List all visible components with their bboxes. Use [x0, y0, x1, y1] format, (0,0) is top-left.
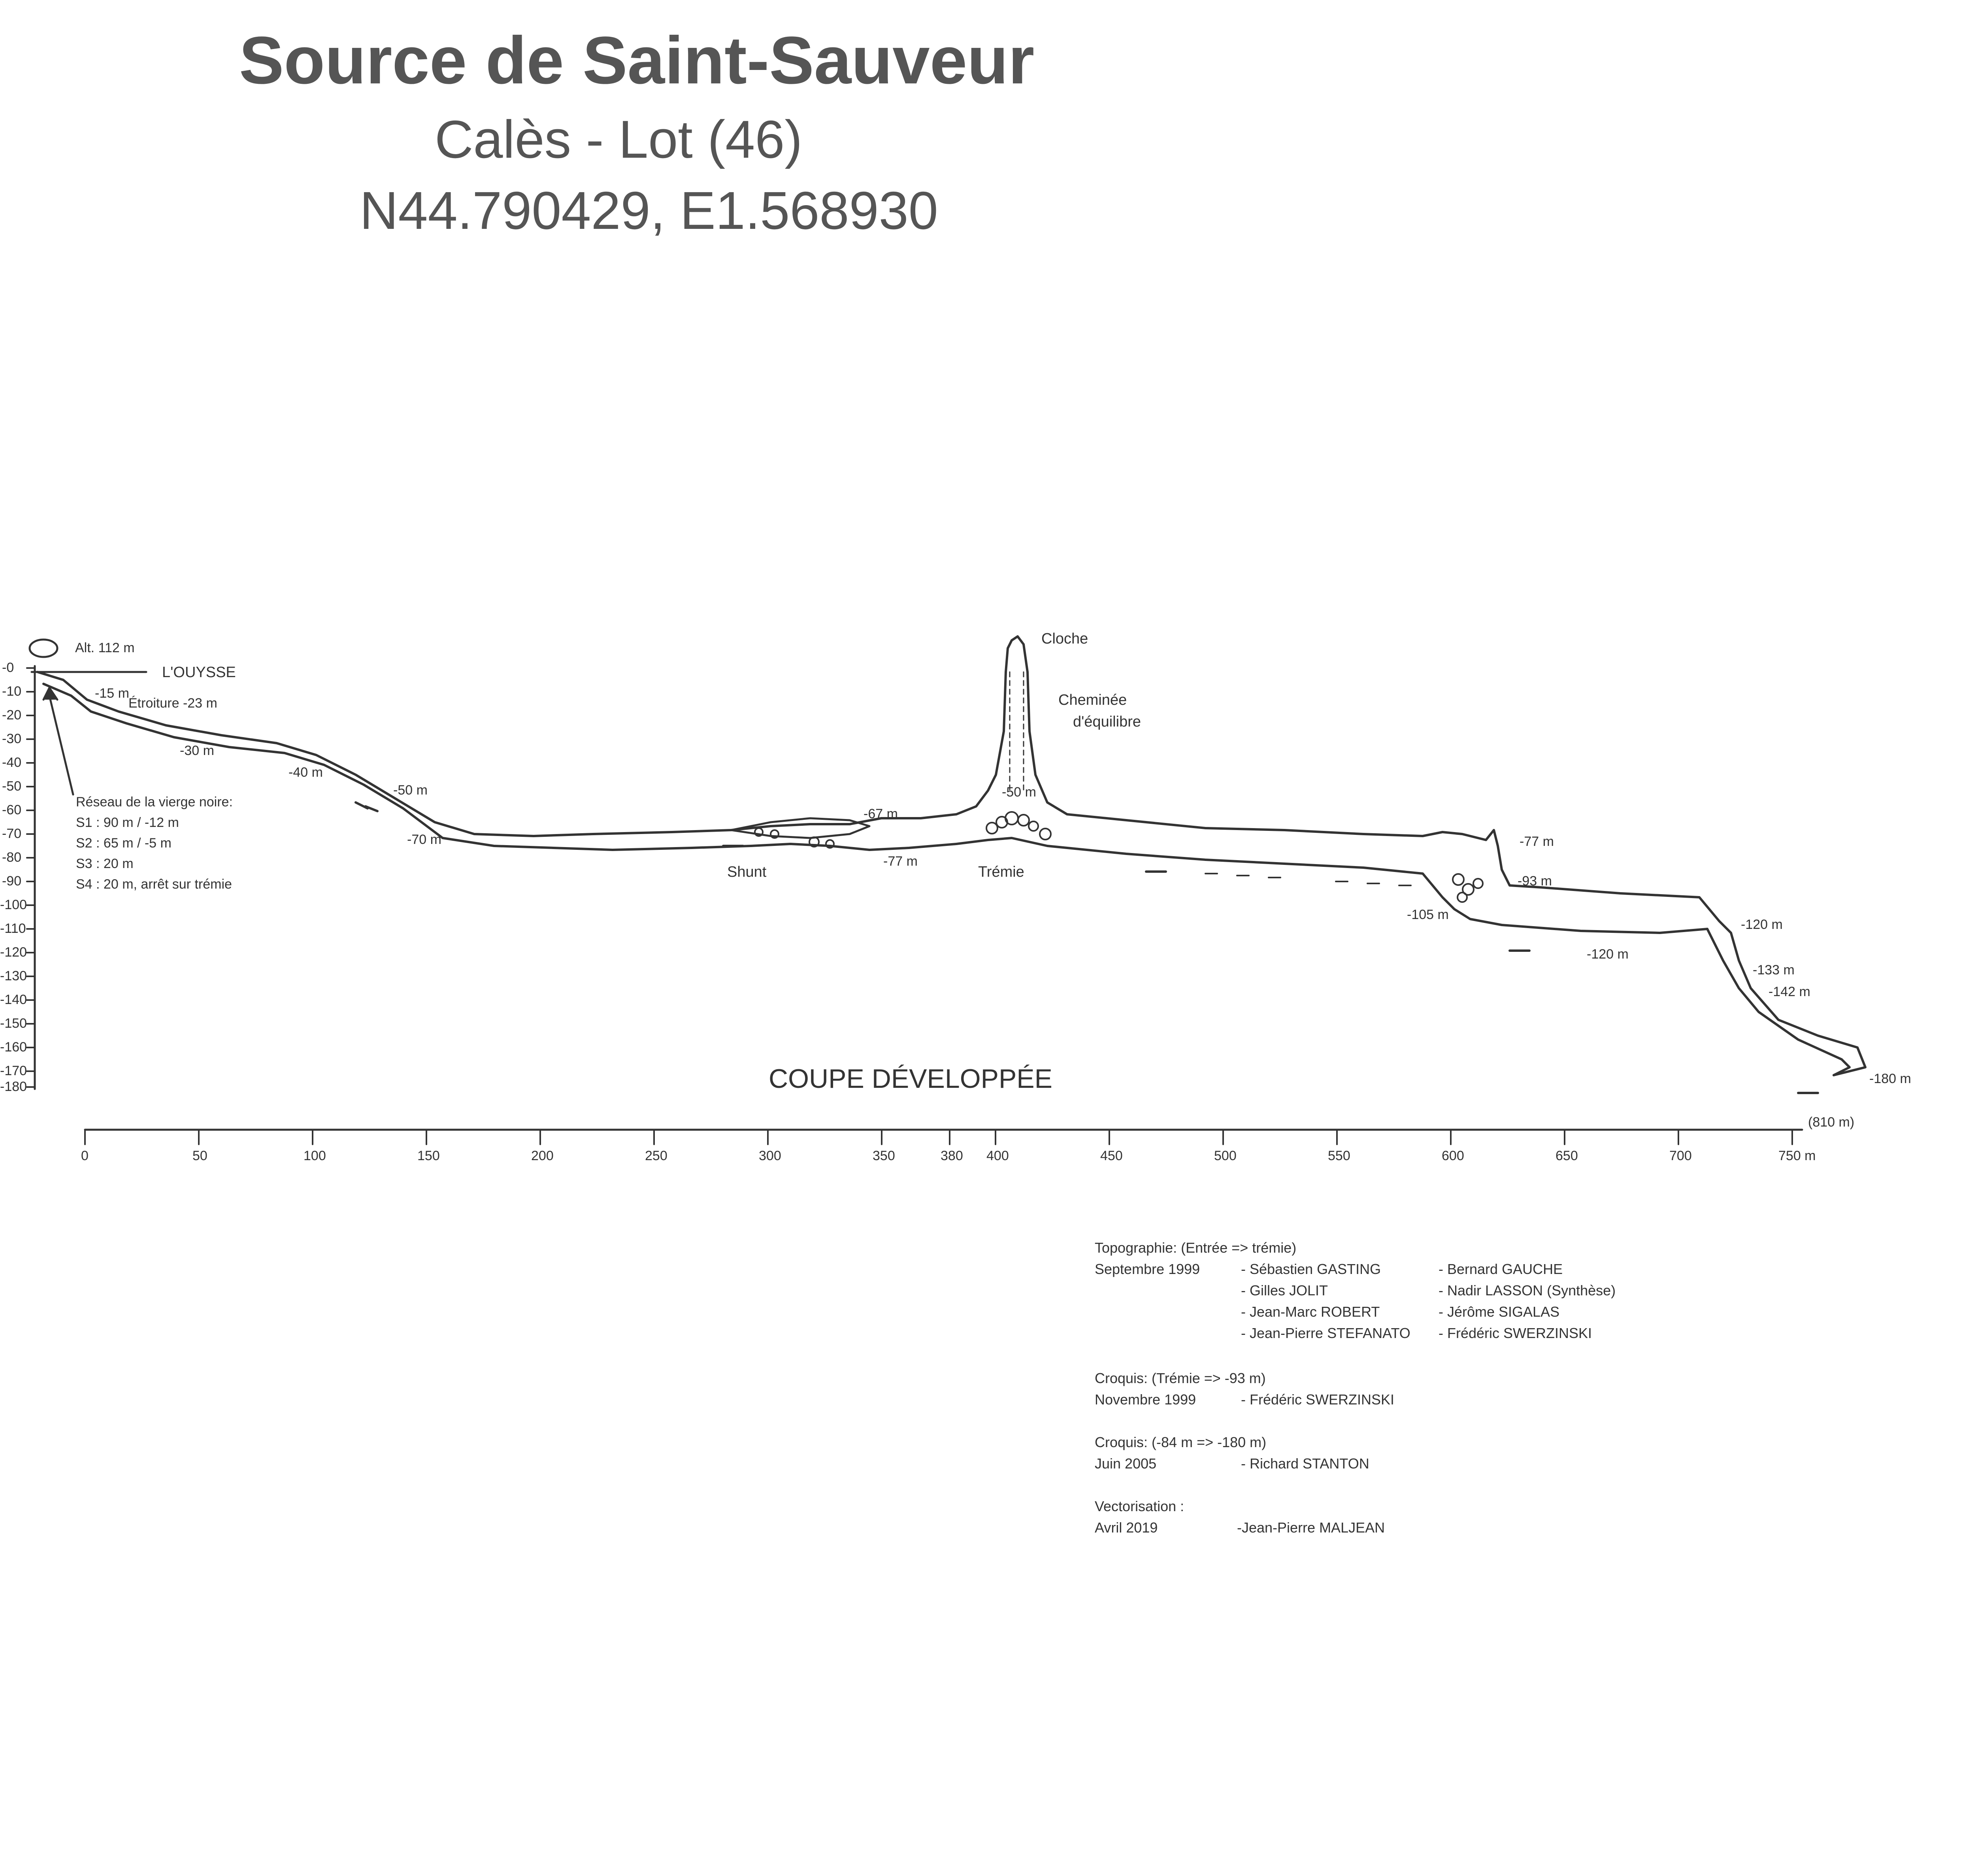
croquis1-name: - Frédéric SWERZINSKI	[1241, 1391, 1395, 1408]
label-shunt: Shunt	[727, 864, 767, 880]
topo-name: - Jean-Marc ROBERT	[1241, 1304, 1380, 1320]
distance-tick: 300	[759, 1148, 781, 1163]
topo-name: - Gilles JOLIT	[1241, 1282, 1328, 1298]
label-minus50b: -50 m	[1002, 785, 1036, 800]
entrance-basin	[30, 640, 57, 657]
label-minus50: -50 m	[393, 783, 428, 798]
vector-date: Avril 2019	[1095, 1519, 1158, 1536]
topo-name: - Jean-Pierre STEFANATO	[1241, 1325, 1410, 1341]
croquis2-heading: Croquis: (-84 m => -180 m)	[1095, 1434, 1267, 1450]
distance-tick: 400	[986, 1148, 1009, 1163]
label-cheminee-1: Cheminée	[1058, 692, 1127, 708]
floor-dashes	[1205, 874, 1411, 885]
croquis1-block	[1095, 1368, 1266, 1410]
topo-name: - Nadir LASSON (Synthèse)	[1439, 1282, 1616, 1298]
label-minus93: -93 m	[1518, 874, 1552, 889]
depth-scale-ticks	[27, 668, 35, 1087]
depth-tick: -60	[2, 802, 22, 817]
distance-tick: 50	[192, 1148, 207, 1163]
vector-heading: Vectorisation :	[1095, 1498, 1184, 1514]
reseau-line: S2 : 65 m / -5 m	[76, 836, 172, 851]
distance-tick: 550	[1328, 1148, 1350, 1163]
depth-tick: -70	[2, 826, 22, 841]
label-etroiture: Étroiture -23 m	[128, 696, 217, 711]
distance-tick: 200	[531, 1148, 554, 1163]
label-minus77b: -77 m	[1520, 834, 1554, 849]
label-total-length: (810 m)	[1808, 1115, 1855, 1130]
reseau-line: Réseau de la vierge noire:	[76, 795, 233, 810]
depth-tick: -150	[0, 1016, 27, 1031]
label-minus77: -77 m	[883, 854, 918, 869]
distance-tick: 380	[941, 1148, 963, 1163]
cheminee-dashed	[1010, 672, 1024, 791]
depth-tick: -120	[0, 945, 27, 960]
page-subtitle-coords: N44.790429, E1.568930	[360, 181, 938, 240]
profile-gallery-floor	[43, 684, 1850, 1075]
label-altitude: Alt. 112 m	[75, 640, 135, 655]
topo-name: - Jérôme SIGALAS	[1439, 1304, 1560, 1320]
label-minus70: -70 m	[407, 832, 441, 847]
page-subtitle-location: Calès - Lot (46)	[435, 109, 803, 169]
distance-tick: 700	[1669, 1148, 1692, 1163]
label-cheminee-2: d'équilibre	[1073, 713, 1141, 730]
croquis2-name: - Richard STANTON	[1241, 1455, 1369, 1472]
label-minus40: -40 m	[288, 765, 323, 780]
depth-tick: -100	[0, 897, 27, 912]
depth-tick: -0	[2, 660, 14, 675]
topo-name: - Frédéric SWERZINSKI	[1439, 1325, 1592, 1341]
label-minus120b: -120 m	[1741, 917, 1783, 932]
topo-col2	[1439, 1259, 1616, 1344]
topo-name: - Sébastien GASTING	[1241, 1261, 1381, 1277]
depth-tick: -140	[0, 992, 27, 1007]
depth-tick: -130	[0, 968, 27, 983]
label-minus67: -67 m	[864, 806, 898, 821]
label-minus133: -133 m	[1753, 963, 1795, 978]
depth-tick: -80	[2, 850, 22, 865]
page-title: Source de Saint-Sauveur	[239, 23, 1035, 98]
label-minus142: -142 m	[1769, 984, 1810, 999]
reseau-line: S3 : 20 m	[76, 856, 134, 871]
reseau-pointer	[49, 696, 73, 795]
label-minus105: -105 m	[1407, 907, 1449, 922]
profile-gallery-roof	[38, 636, 1865, 1075]
distance-tick: 750 m	[1778, 1148, 1816, 1163]
label-cloche: Cloche	[1041, 630, 1088, 647]
reseau-line: S4 : 20 m, arrêt sur trémie	[76, 877, 232, 892]
depth-tick: -20	[2, 708, 22, 723]
label-minus180: -180 m	[1869, 1071, 1911, 1086]
label-tremie: Trémie	[978, 864, 1024, 880]
distance-tick: 100	[304, 1148, 326, 1163]
topo-col1	[1241, 1259, 1410, 1344]
label-minus15: -15 m	[95, 686, 129, 701]
croquis1-heading: Croquis: (Trémie => -93 m)	[1095, 1370, 1266, 1386]
depth-tick: -40	[2, 755, 22, 770]
distance-tick: 500	[1214, 1148, 1237, 1163]
depth-tick: -50	[2, 779, 22, 794]
label-minus30: -30 m	[180, 743, 214, 758]
croquis2-date: Juin 2005	[1095, 1455, 1157, 1472]
distance-tick: 450	[1100, 1148, 1123, 1163]
topo-heading: Topographie: (Entrée => trémie)	[1095, 1240, 1297, 1256]
distance-tick: 150	[417, 1148, 440, 1163]
reseau-line: S1 : 90 m / -12 m	[76, 815, 179, 830]
distance-tick: 0	[81, 1148, 89, 1163]
profile-heading: COUPE DÉVELOPPÉE	[769, 1064, 1053, 1094]
label-minus120: -120 m	[1587, 947, 1629, 962]
distance-tick: 600	[1442, 1148, 1464, 1163]
depth-tick: -10	[2, 684, 22, 699]
distance-tick: 250	[645, 1148, 667, 1163]
distance-tick: 650	[1556, 1148, 1578, 1163]
vector-block	[1095, 1496, 1184, 1538]
vector-name: -Jean-Pierre MALJEAN	[1237, 1519, 1385, 1536]
depth-tick: -160	[0, 1040, 27, 1055]
depth-tick: -170	[0, 1063, 27, 1078]
depth-tick: -180	[0, 1079, 27, 1094]
distance-tick: 350	[873, 1148, 895, 1163]
croquis1-date: Novembre 1999	[1095, 1391, 1196, 1408]
distance-scale-ticks	[85, 1130, 1792, 1144]
topo-date: Septembre 1999	[1095, 1261, 1200, 1277]
depth-tick: -90	[2, 874, 22, 889]
depth-tick: -30	[2, 731, 22, 746]
label-ouysse: L'OUYSSE	[162, 664, 236, 681]
topo-name: - Bernard GAUCHE	[1439, 1261, 1563, 1277]
depth-tick: -110	[0, 921, 26, 936]
